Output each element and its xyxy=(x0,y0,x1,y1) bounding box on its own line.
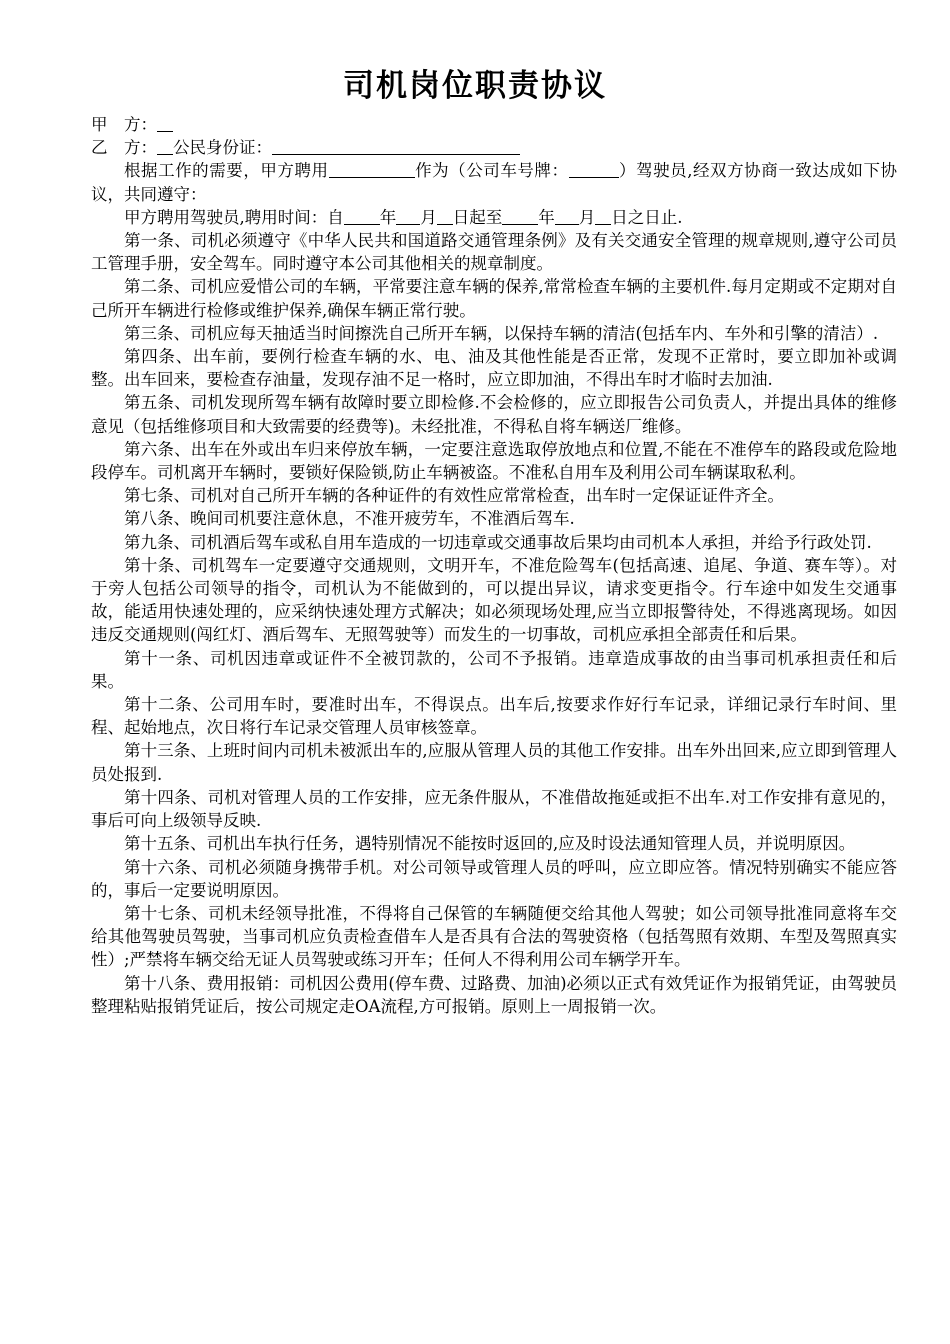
article-11: 第十一条、司机因违章或证件不全被罚款的，公司不予报销。违章造成事故的由当事司机承担责任和后果。 xyxy=(91,648,897,691)
term-paragraph xyxy=(91,206,897,229)
party-a-line xyxy=(91,113,897,136)
article-18: 第十八条、费用报销：司机因公费用(停车费、过路费、加油)必须以正式有效凭证作为报销凭证，由驾驶员整理粘贴报销凭证后，按公司规定走OA流程,方可报销。原则上一周报销一次。 xyxy=(91,973,897,1016)
intro-paragraph xyxy=(91,159,897,205)
article-1: 第一条、司机必须遵守《中华人民共和国道路交通管理条例》及有关交通安全管理的规章规则,遵守公司员工管理手册，安全驾车。同时遵守本公司其他相关的规章制度。 xyxy=(91,231,897,274)
article-17: 第十七条、司机未经领导批准，不得将自己保管的车辆随便交给其他人驾驶；如公司领导批准同意将车交给其他驾驶员驾驶，当事司机应负责检查借车人是否具有合法的驾驶资格（包括驾照有效期、车型及驾照真实性）;严禁将车辆交给无证人员驾驶或练习开车；任何人不得利用公司车辆学开车。 xyxy=(91,903,897,970)
term-year-2: 年 xyxy=(538,207,555,227)
term-text: 甲方聘用驾驶员,聘用时间：自 xyxy=(124,207,344,227)
article-9: 第九条、司机酒后驾车或私自用车造成的一切违章或交通事故后果均由司机本人承担，并给予行政处罚. xyxy=(124,532,872,552)
term-year-1: 年 xyxy=(379,207,397,227)
article-15: 第十五条、司机出车执行任务，遇特别情况不能按时返回的,应及时设法通知管理人员，并说明原因。 xyxy=(124,834,856,854)
article-13: 第十三条、上班时间内司机未被派出车的,应服从管理人员的其他工作安排。出车外出回来,应立即到管理人员处报到. xyxy=(91,741,897,784)
document-body xyxy=(91,113,897,1018)
end-month-blank xyxy=(555,208,579,225)
article-2: 第二条、司机应爱惜公司的车辆，平常要注意车辆的保养,常常检查车辆的主要机件.每月定期或不定期对自己所开车辆进行检修或维护保养,确保车辆正常行驶。 xyxy=(91,277,897,320)
party-a-label: 甲 方： xyxy=(91,115,157,134)
document-title: 司机岗位职责协议 xyxy=(343,68,607,104)
plate-blank xyxy=(569,161,619,178)
article-10: 第十条、司机驾车一定要遵守交通规则，文明开车，不准危险驾车(包括高速、追尾、争道、赛车等）。对于旁人包括公司领导的指令，司机认为不能做到的，可以提出异议，请求变更指令。行车途中如发生交通事故，能适用快速处理的，应采纳快速处理方式解决；如必须现场处理,应当立即报警待处，不得逃离现场。如因违反交通规则(闯红灯、酒后驾车、无照驾驶等）而发生的一切事故，司机应承担全部责任和后果。 xyxy=(91,555,897,645)
article-12: 第十二条、公司用车时，要准时出车，不得误点。出车后,按要求作好行车记录，详细记录行车时间、里程、起始地点，次日将行车记录交管理人员审核签章。 xyxy=(91,695,897,738)
term-month-2: 月 xyxy=(578,207,596,227)
party-a-blank xyxy=(157,115,173,132)
intro-text-3: ）驾驶员,经双方协商一致达成如下协议，共同遵守： xyxy=(91,161,898,204)
hire-blank xyxy=(329,161,415,178)
article-7: 第七条、司机对自己所开车辆的各种证件的有效性应常常检查，出车时一定保证证件齐全。 xyxy=(124,486,784,506)
term-day-1: 日起至 xyxy=(452,207,503,227)
article-3: 第三条、司机应每天抽适当时间擦洗自己所开车辆，以保持车辆的清洁(包括车内、车外和引擎的清洁）. xyxy=(124,323,879,343)
article-14: 第十四条、司机对管理人员的工作安排，应无条件服从，不准借故拖延或拒不出车.对工作安排有意见的，事后可向上级领导反映. xyxy=(91,787,897,831)
article-6: 第六条、出车在外或出车归来停放车辆，一定要注意选取停放地点和位置,不能在不准停车的路段或危险地段停车。司机离开车辆时，要锁好保险锁,防止车辆被盗。不准私自用车及利用公司车辆谋取私利。 xyxy=(91,439,897,483)
article-16: 第十六条、司机必须随身携带手机。对公司领导或管理人员的呼叫，应立即应答。情况特别确实不能应答的，事后一定要说明原因。 xyxy=(91,857,897,900)
party-b-id-blank xyxy=(272,138,520,155)
end-year-blank xyxy=(502,208,538,225)
party-b-name-blank xyxy=(157,138,173,155)
article-4: 第四条、出车前，要例行检查车辆的水、电、油及其他性能是否正常，发现不正常时，要立即加补或调整。出车回来，要检查存油量，发现存油不足一格时，应立即加油，不得出车时才临时去加油. xyxy=(91,347,897,390)
party-b-line xyxy=(91,136,897,159)
term-day-2: 日之日止. xyxy=(611,207,683,227)
start-year-blank xyxy=(344,208,380,225)
article-5: 第五条、司机发现所驾车辆有故障时要立即检修.不会检修的，应立即报告公司负责人，并提出具体的维修意见（包括维修项目和大致需要的经费等)。未经批准，不得私自将车辆送厂维修。 xyxy=(91,393,897,436)
start-month-blank xyxy=(396,208,420,225)
end-day-blank xyxy=(595,208,611,225)
party-b-label: 乙 方： xyxy=(91,138,157,158)
intro-text-2: 作为（公司车号牌： xyxy=(414,161,569,181)
article-8: 第八条、晚间司机要注意休息，不准开疲劳车，不准酒后驾车. xyxy=(124,509,575,529)
term-month-1: 月 xyxy=(420,207,437,227)
intro-text-1: 根据工作的需要，甲方聘用 xyxy=(124,161,329,181)
party-b-id-label: 公民身份证： xyxy=(173,138,272,158)
start-day-blank xyxy=(437,208,453,225)
